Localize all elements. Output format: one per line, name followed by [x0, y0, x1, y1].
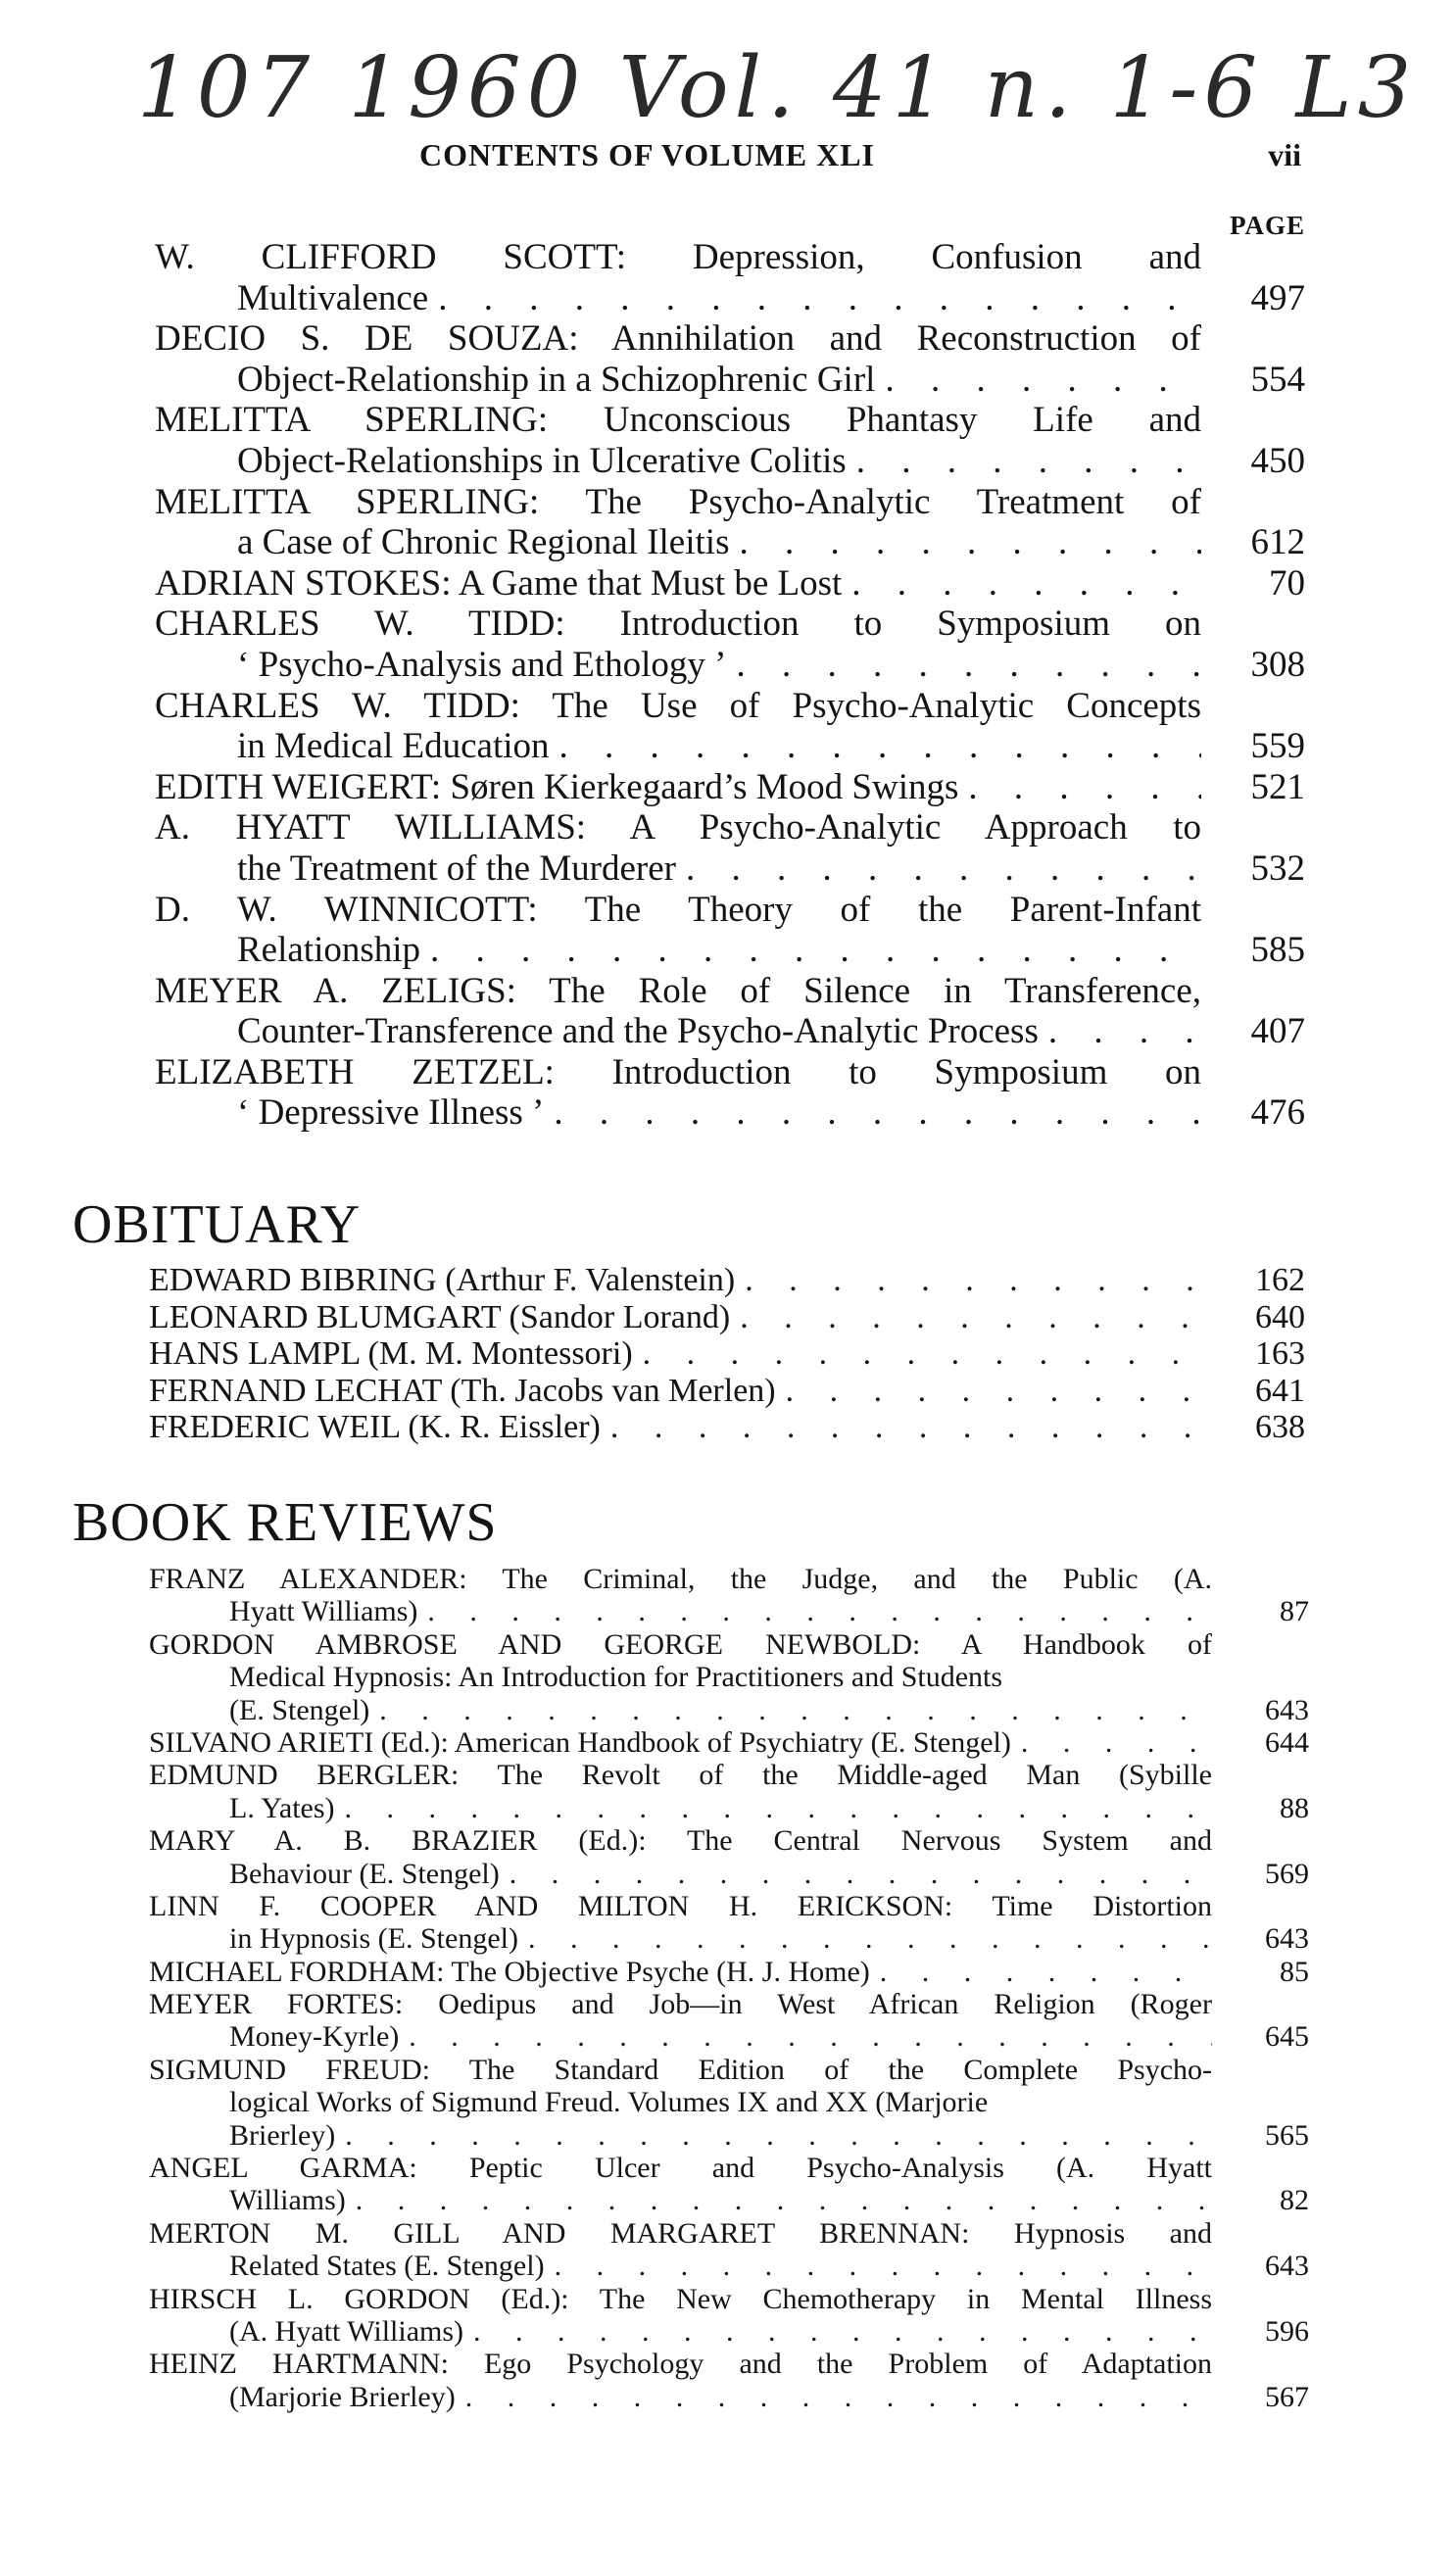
dot-leader [335, 2119, 1212, 2152]
entry-text: EDWARD BIBRING (Arthur F. Valenstein) [149, 1262, 736, 1298]
page-number: 559 [1250, 726, 1305, 767]
dot-leader [518, 1922, 1212, 1955]
page-number: 497 [1250, 277, 1305, 318]
page-number: 567 [1265, 2380, 1309, 2413]
entry-line-with-leader [229, 1922, 1212, 1955]
book-reviews-entries [0, 1563, 1456, 2413]
author-entry [0, 400, 1456, 481]
entry-text-line: EDMUND BERGLER: The Revolt of the Middle-aged Man (Sybille [149, 1759, 1212, 1792]
dot-leader [1039, 1011, 1201, 1052]
entry-text-line: DECIO S. DE SOUZA: Annihilation and Reconstruction of [155, 318, 1201, 360]
author-entry [0, 890, 1456, 971]
entry-text: L. Yates) [229, 1791, 335, 1824]
obituary-entry [0, 1299, 1456, 1336]
authors-entries [0, 237, 1456, 1134]
entry-line-with-leader [155, 563, 1201, 605]
entry-line-with-leader [229, 1694, 1212, 1726]
entry-line-with-leader [229, 2020, 1212, 2053]
dot-leader [346, 2184, 1212, 2216]
entry-text: HANS LAMPL (M. M. Montessori) [149, 1335, 633, 1372]
dot-leader [875, 360, 1201, 401]
author-entry [0, 237, 1456, 318]
entry-line-with-leader [229, 2250, 1212, 2282]
dot-leader [500, 1858, 1212, 1890]
book-review-entry [0, 1563, 1456, 1628]
dot-leader [1011, 1726, 1212, 1759]
author-entry [0, 318, 1456, 400]
dot-leader [730, 1299, 1203, 1336]
page-number: 532 [1250, 848, 1305, 889]
entry-text-line: Medical Hypnosis: An Introduction for Practitioners and Students [229, 1661, 1003, 1694]
entry-line-with-leader [237, 726, 1201, 767]
entry-text: SILVANO ARIETI (Ed.): American Handbook of Psychiatry (E. Stengel) [149, 1725, 1011, 1759]
dot-leader [735, 1262, 1203, 1299]
page-number: 565 [1265, 2118, 1309, 2152]
dot-leader [544, 1092, 1201, 1134]
page-number: 521 [1250, 766, 1305, 807]
dot-leader [545, 2250, 1212, 2282]
entry-text: Object-Relationships in Ulcerative Colitis [237, 440, 847, 481]
running-title: CONTENTS OF VOLUME XLI [419, 137, 875, 172]
page-number: 569 [1265, 1857, 1309, 1890]
entry-text-line: GORDON AMBROSE AND GEORGE NEWBOLD: A Handbook of [149, 1627, 1212, 1661]
handwritten-catalog-note: 107 1960 Vol. 41 n. 1-6 L3 [137, 39, 1418, 137]
entry-text: Money-Kyrle) [229, 2020, 400, 2054]
obituary-entry [0, 1262, 1456, 1299]
page-folio: vii [1268, 137, 1301, 172]
dot-leader [420, 930, 1201, 971]
entry-text: Behaviour (E. Stengel) [229, 1857, 500, 1890]
entry-text-line: logical Works of Sigmund Freud. Volumes IX and XX (Marjorie [229, 2086, 989, 2119]
entry-text-line: FRANZ ALEXANDER: The Criminal, the Judge, and the Public (A. [149, 1563, 1212, 1595]
book-review-entry [0, 1890, 1456, 1956]
entry-text: FERNAND LECHAT (Th. Jacobs van Merlen) [149, 1372, 776, 1409]
entry-line-with-leader [237, 1011, 1201, 1052]
entry-line-with-leader [229, 1792, 1212, 1824]
dot-leader [428, 278, 1201, 319]
dot-leader [842, 563, 1201, 605]
entry-text-line: D. W. WINNICOTT: The Theory of the Parent-Infant [155, 889, 1201, 930]
entry-text: in Medical Education [237, 726, 550, 767]
page-number: 638 [1255, 1409, 1305, 1445]
page-number: 308 [1250, 644, 1305, 685]
author-entry [0, 563, 1456, 605]
dot-leader [456, 2381, 1212, 2413]
book-review-entry [0, 2348, 1456, 2413]
entry-text: Object-Relationship in a Schizophrenic Girl [237, 359, 876, 400]
entry-line-with-leader [149, 1335, 1203, 1373]
entry-text: Relationship [237, 930, 421, 971]
dot-leader [847, 441, 1201, 482]
entry-text-line: CHARLES W. TIDD: Introduction to Symposium on [155, 604, 1201, 645]
dot-leader [399, 2020, 1212, 2053]
page-number: 88 [1280, 1791, 1309, 1824]
entry-text-line: HEINZ HARTMANN: Ego Psychology and the Problem of Adaptation [149, 2348, 1212, 2381]
book-review-entry [0, 2054, 1456, 2152]
entry-text: (Marjorie Brierley) [229, 2380, 456, 2413]
dot-leader [463, 2315, 1212, 2348]
obituary-entry [0, 1373, 1456, 1410]
entry-text: Williams) [229, 2184, 346, 2217]
entry-text-line: MEYER A. ZELIGS: The Role of Silence in Transference, [155, 970, 1201, 1011]
entry-text-line: MARY A. B. BRAZIER (Ed.): The Central Nervous System and [149, 1824, 1212, 1858]
entry-text-line: MELITTA SPERLING: The Psycho-Analytic Treatment of [155, 481, 1201, 522]
dot-leader [776, 1373, 1203, 1410]
entry-text: ‘ Psycho-Analysis and Ethology ’ [237, 644, 727, 685]
entry-line-with-leader [237, 930, 1201, 971]
entry-line-with-leader [149, 1726, 1212, 1759]
page-number: 644 [1265, 1725, 1309, 1759]
book-review-entry [0, 1956, 1456, 1988]
entry-text-line: ELIZABETH ZETZEL: Introduction to Symposium on [155, 1051, 1201, 1092]
page-number: 70 [1269, 562, 1305, 604]
page-number: 612 [1250, 522, 1305, 563]
page-number: 407 [1250, 1011, 1305, 1052]
page-number: 82 [1280, 2184, 1309, 2217]
page-number: 163 [1255, 1335, 1305, 1372]
entry-text: Counter-Transference and the Psycho-Analytic Process [237, 1011, 1039, 1052]
page-number: 645 [1265, 2020, 1309, 2054]
book-review-entry [0, 2152, 1456, 2217]
author-entry [0, 767, 1456, 808]
entry-text: FREDERIC WEIL (K. R. Eissler) [149, 1409, 601, 1445]
page-number: 87 [1280, 1595, 1309, 1628]
author-entry [0, 482, 1456, 563]
book-review-entry [0, 2217, 1456, 2283]
entry-line-with-leader [237, 848, 1201, 890]
entry-line-with-leader [229, 2119, 1212, 2152]
entry-text-line: LINN F. COOPER AND MILTON H. ERICKSON: Time Distortion [149, 1889, 1212, 1922]
entry-text: ADRIAN STOKES: A Game that Must be Lost [155, 562, 843, 604]
book-review-entry [0, 1628, 1456, 1726]
entry-text: (A. Hyatt Williams) [229, 2314, 464, 2348]
entry-text: in Hypnosis (E. Stengel) [229, 1922, 518, 1956]
entry-text-line: MERTON M. GILL AND MARGARET BRENNAN: Hypnosis and [149, 2216, 1212, 2250]
page-number: 85 [1280, 1955, 1309, 1988]
entry-line-with-leader [237, 278, 1201, 319]
entry-line-with-leader [229, 2184, 1212, 2216]
entry-text-line: MELITTA SPERLING: Unconscious Phantasy Life and [155, 400, 1201, 441]
entry-line-with-leader [149, 1262, 1203, 1299]
entry-text-line: MEYER FORTES: Oedipus and Job—in West African Religion (Roger [149, 1988, 1212, 2021]
entry-text: LEONARD BLUMGART (Sandor Lorand) [149, 1298, 731, 1335]
author-entry [0, 604, 1456, 685]
entry-text: Multivalence [237, 277, 429, 318]
page-number: 596 [1265, 2314, 1309, 2348]
page-number: 450 [1250, 440, 1305, 481]
obituary-entries [0, 1262, 1456, 1446]
obituary-entry [0, 1409, 1456, 1446]
page-number: 643 [1265, 1693, 1309, 1726]
entry-text: a Case of Chronic Regional Ileitis [237, 522, 730, 563]
entry-text-line: CHARLES W. TIDD: The Use of Psycho-Analytic Concepts [155, 685, 1201, 726]
dot-leader [676, 848, 1201, 890]
book-review-entry [0, 1726, 1456, 1759]
entry-line-with-leader [229, 1858, 1212, 1890]
entry-text: Related States (E. Stengel) [229, 2250, 545, 2283]
entry-line-with-leader [237, 360, 1201, 401]
entry-text-line: W. CLIFFORD SCOTT: Depression, Confusion and [155, 237, 1201, 277]
entry-text: (E. Stengel) [229, 1693, 370, 1726]
obituary-heading: OBITUARY [73, 1194, 362, 1255]
dot-leader [870, 1956, 1212, 1988]
entry-line-with-leader [237, 1092, 1201, 1134]
page-number: 554 [1250, 359, 1305, 400]
author-entry [0, 686, 1456, 767]
page-number: 585 [1250, 930, 1305, 971]
book-review-entry [0, 1759, 1456, 1824]
book-review-entry [0, 2283, 1456, 2349]
dot-leader [369, 1694, 1212, 1726]
dot-leader [550, 726, 1201, 767]
entry-line-with-leader [229, 2381, 1212, 2413]
entry-line-with-leader [149, 1299, 1203, 1336]
entry-text: Brierley) [229, 2118, 336, 2152]
page-number: 476 [1250, 1092, 1305, 1134]
dot-leader [958, 767, 1201, 808]
running-head [0, 137, 1456, 186]
dot-leader [729, 522, 1201, 563]
dot-leader [417, 1595, 1212, 1627]
entry-line-with-leader [237, 441, 1201, 482]
page-number: 643 [1265, 1922, 1309, 1956]
dot-leader [726, 645, 1201, 686]
dot-leader [335, 1792, 1212, 1824]
entry-line-with-leader [237, 645, 1201, 686]
author-entry [0, 1052, 1456, 1134]
entry-text: Hyatt Williams) [229, 1595, 418, 1628]
entry-line-with-leader [149, 1373, 1203, 1410]
entry-text-line: SIGMUND FREUD: The Standard Edition of the Complete Psycho- [149, 2053, 1212, 2086]
page-number: 643 [1265, 2250, 1309, 2283]
entry-text: EDITH WEIGERT: Søren Kierkegaard’s Mood Swings [155, 766, 959, 807]
book-reviews-heading: BOOK REVIEWS [73, 1492, 498, 1553]
entry-line-with-leader [149, 1409, 1203, 1446]
entry-line-with-leader [149, 1956, 1212, 1988]
book-review-entry [0, 1824, 1456, 1890]
author-entry [0, 807, 1456, 889]
entry-text: MICHAEL FORDHAM: The Objective Psyche (H. J. Home) [149, 1955, 870, 1988]
entry-text-line: HIRSCH L. GORDON (Ed.): The New Chemotherapy in Mental Illness [149, 2282, 1212, 2315]
page-number: 162 [1255, 1262, 1305, 1298]
page-number: 640 [1255, 1298, 1305, 1335]
entry-text: the Treatment of the Murderer [237, 848, 676, 889]
dot-leader [633, 1335, 1203, 1373]
page-number: 641 [1255, 1372, 1305, 1409]
obituary-entry [0, 1335, 1456, 1373]
author-entry [0, 971, 1456, 1052]
entry-line-with-leader [229, 2315, 1212, 2348]
entry-line-with-leader [229, 1595, 1212, 1627]
entry-text-line: ANGEL GARMA: Peptic Ulcer and Psycho-Analysis (A. Hyatt [149, 2152, 1212, 2185]
dot-leader [601, 1409, 1203, 1446]
book-review-entry [0, 1988, 1456, 2054]
entry-text-line: A. HYATT WILLIAMS: A Psycho-Analytic Approach to [155, 807, 1201, 848]
entry-line-with-leader [237, 522, 1201, 563]
entry-line-with-leader [155, 767, 1201, 808]
page-column-label: PAGE [1230, 211, 1305, 240]
entry-text: ‘ Depressive Illness ’ [237, 1092, 545, 1134]
